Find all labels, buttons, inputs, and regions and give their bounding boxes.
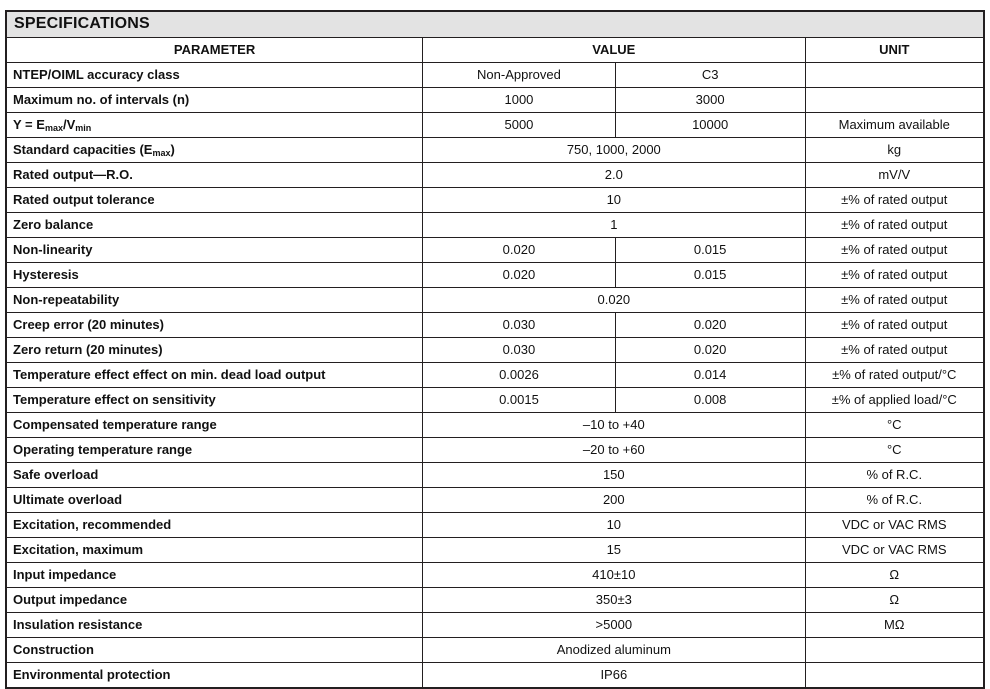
- parameter-cell: Maximum no. of intervals (n): [6, 88, 423, 113]
- unit-cell: Ω: [805, 563, 984, 588]
- table-row: [6, 638, 984, 663]
- value-cell: 0.015: [615, 238, 805, 263]
- unit-cell: °C: [805, 413, 984, 438]
- table-row: [6, 138, 984, 163]
- parameter-cell: Temperature effect on sensitivity: [6, 388, 423, 413]
- parameter-cell: $Y = E_{max}/V_{min}$: [6, 113, 423, 138]
- value-cell: 3000: [615, 88, 805, 113]
- value-cell: 0.020: [423, 238, 616, 263]
- parameter-cell: Standard capacities $(E_{max})$: [6, 138, 423, 163]
- table-row: [6, 313, 984, 338]
- value-cell: 5000: [423, 113, 616, 138]
- parameter-cell: Environmental protection: [6, 663, 423, 689]
- value-cell: 0.020: [423, 288, 805, 313]
- value-cell: Non-Approved: [423, 63, 616, 88]
- table-row: [6, 588, 984, 613]
- unit-cell: ±% of applied load/°C: [805, 388, 984, 413]
- value-cell: 0.008: [615, 388, 805, 413]
- parameter-cell: Compensated temperature range: [6, 413, 423, 438]
- parameter-cell: Safe overload: [6, 463, 423, 488]
- value-cell: 350±3: [423, 588, 805, 613]
- parameter-cell: Zero balance: [6, 213, 423, 238]
- value-cell: 750, 1000, 2000: [423, 138, 805, 163]
- table-row: [6, 288, 984, 313]
- column-header-parameter: PARAMETER: [6, 38, 423, 63]
- value-cell: 1: [423, 213, 805, 238]
- unit-cell: % of R.C.: [805, 463, 984, 488]
- parameter-cell: Output impedance: [6, 588, 423, 613]
- parameter-cell: Excitation, maximum: [6, 538, 423, 563]
- unit-cell: kg: [805, 138, 984, 163]
- value-cell: 15: [423, 538, 805, 563]
- table-title: SPECIFICATIONS: [6, 11, 984, 38]
- parameter-cell: Rated output—R.O.: [6, 163, 423, 188]
- unit-cell: ±% of rated output: [805, 213, 984, 238]
- table-row: [6, 213, 984, 238]
- value-cell: 10000: [615, 113, 805, 138]
- parameter-cell: Temperature effect effect on min. dead load output: [6, 363, 423, 388]
- parameter-cell: Rated output tolerance: [6, 188, 423, 213]
- value-cell: 410±10: [423, 563, 805, 588]
- parameter-cell: Non-linearity: [6, 238, 423, 263]
- value-cell: –20 to +60: [423, 438, 805, 463]
- table-row: [6, 113, 984, 138]
- table-row: [6, 463, 984, 488]
- unit-cell: % of R.C.: [805, 488, 984, 513]
- table-row: [6, 613, 984, 638]
- table-row: [6, 538, 984, 563]
- table-row: [6, 263, 984, 288]
- unit-cell: Ω: [805, 588, 984, 613]
- table-row: [6, 338, 984, 363]
- value-cell: 0.0026: [423, 363, 616, 388]
- parameter-cell: Zero return (20 minutes): [6, 338, 423, 363]
- table-row: [6, 363, 984, 388]
- table-body: [6, 63, 984, 689]
- parameter-cell: Input impedance: [6, 563, 423, 588]
- value-cell: 2.0: [423, 163, 805, 188]
- unit-cell: ±% of rated output: [805, 313, 984, 338]
- table-row: [6, 88, 984, 113]
- unit-cell: VDC or VAC RMS: [805, 538, 984, 563]
- table-row: [6, 163, 984, 188]
- column-header-unit: UNIT: [805, 38, 984, 63]
- unit-cell: Maximum available: [805, 113, 984, 138]
- value-cell: 0.020: [423, 263, 616, 288]
- value-cell: 0.015: [615, 263, 805, 288]
- value-cell: 0.014: [615, 363, 805, 388]
- value-cell: 0.030: [423, 313, 616, 338]
- unit-cell: °C: [805, 438, 984, 463]
- column-header-row: [6, 38, 984, 63]
- unit-cell: mV/V: [805, 163, 984, 188]
- value-cell: Anodized aluminum: [423, 638, 805, 663]
- value-cell: 200: [423, 488, 805, 513]
- unit-cell: [805, 88, 984, 113]
- table-row: [6, 238, 984, 263]
- table-title-row: [6, 11, 984, 38]
- table-row: [6, 388, 984, 413]
- parameter-cell: Insulation resistance: [6, 613, 423, 638]
- value-cell: IP66: [423, 663, 805, 689]
- unit-cell: ±% of rated output: [805, 288, 984, 313]
- table-row: [6, 438, 984, 463]
- parameter-cell: Construction: [6, 638, 423, 663]
- unit-cell: [805, 638, 984, 663]
- specifications-table: [5, 10, 985, 689]
- unit-cell: ±% of rated output/°C: [805, 363, 984, 388]
- value-cell: 0.020: [615, 313, 805, 338]
- column-header-value: VALUE: [423, 38, 805, 63]
- value-cell: >5000: [423, 613, 805, 638]
- value-cell: –10 to +40: [423, 413, 805, 438]
- table-row: [6, 513, 984, 538]
- parameter-cell: Excitation, recommended: [6, 513, 423, 538]
- unit-cell: ±% of rated output: [805, 188, 984, 213]
- unit-cell: VDC or VAC RMS: [805, 513, 984, 538]
- value-cell: 150: [423, 463, 805, 488]
- table-row: [6, 188, 984, 213]
- table-row: [6, 413, 984, 438]
- value-cell: C3: [615, 63, 805, 88]
- value-cell: 10: [423, 188, 805, 213]
- table-row: [6, 63, 984, 88]
- unit-cell: ±% of rated output: [805, 338, 984, 363]
- unit-cell: MΩ: [805, 613, 984, 638]
- table-row: [6, 663, 984, 689]
- value-cell: 0.020: [615, 338, 805, 363]
- unit-cell: [805, 63, 984, 88]
- unit-cell: [805, 663, 984, 689]
- table-row: [6, 563, 984, 588]
- table-row: [6, 488, 984, 513]
- parameter-cell: Non-repeatability: [6, 288, 423, 313]
- parameter-cell: Creep error (20 minutes): [6, 313, 423, 338]
- value-cell: 0.0015: [423, 388, 616, 413]
- value-cell: 1000: [423, 88, 616, 113]
- unit-cell: ±% of rated output: [805, 238, 984, 263]
- value-cell: 10: [423, 513, 805, 538]
- parameter-cell: Operating temperature range: [6, 438, 423, 463]
- parameter-cell: Ultimate overload: [6, 488, 423, 513]
- value-cell: 0.030: [423, 338, 616, 363]
- unit-cell: ±% of rated output: [805, 263, 984, 288]
- parameter-cell: NTEP/OIML accuracy class: [6, 63, 423, 88]
- parameter-cell: Hysteresis: [6, 263, 423, 288]
